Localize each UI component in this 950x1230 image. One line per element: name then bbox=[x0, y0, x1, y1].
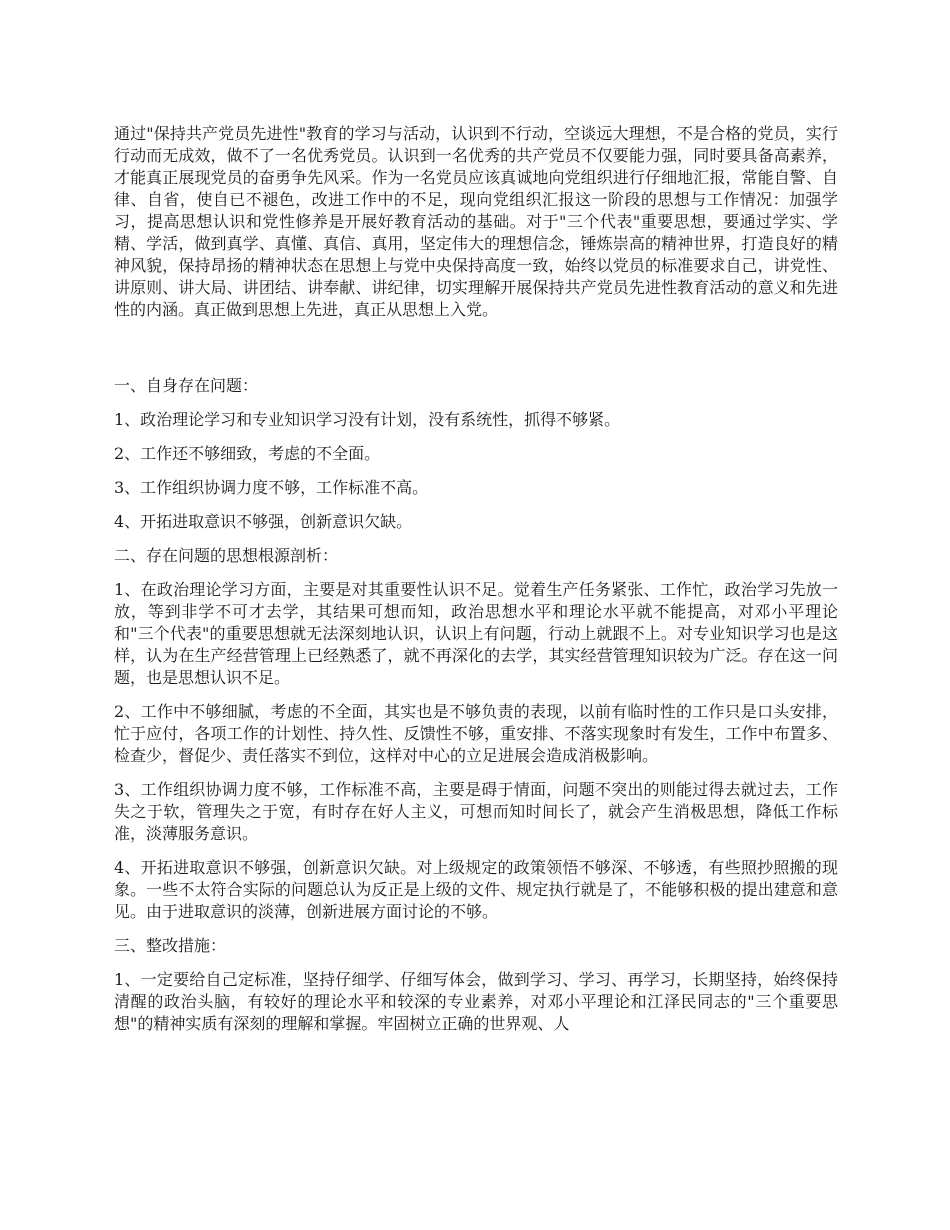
problem-item-1: 1、政治理论学习和专业知识学习没有计划，没有系统性，抓得不够紧。 bbox=[114, 410, 621, 429]
problem-item-4: 4、开拓进取意识不够强，创新意识欠缺。 bbox=[114, 512, 413, 531]
section-heading-measures: 三、整改措施： bbox=[114, 936, 227, 955]
intro-paragraph: 通过"保持共产党员先进性"教育的学习与活动，认识到不行动，空谈远大理想，不是合格的党员，实行行动而无成效，做不了一名优秀党员。认识到一名优秀的共产党员不仅要能力强，同时要具备高素养，才能真正展现党员的奋勇争先风采。作为一名党员应该真诚地向党组织进行仔细地汇报，常能自警、自律、自省，使自已不褪色，改进工作中的不足，现向党组织汇报这一阶段的思想与工作情况：加强学习，提高思想认识和党性修养是开展好教育活动的基础。对于"三个代表"重要思想，要通过学实、学精、学活，做到真学、真懂、真信、真用，坚定伟大的理想信念，锤炼崇高的精神世界，打造良好的精神风貌，保持昂扬的精神状态在思想上与党中央保持高度一致，始终以党员的标准要求自己，讲党性、讲原则、讲大局、讲团结、讲奉献、讲纪律，切实理解开展保持共产党员先进性教育活动的意义和先进性的内涵。真正做到思想上先进，真正从思想上入党。 bbox=[114, 124, 838, 319]
analysis-item-4: 4、开拓进取意识不够强，创新意识欠缺。对上级规定的政策领悟不够深、不够透，有些照抄照搬的现象。一些不太符合实际的问题总认为反正是上级的文件、规定执行就是了，不能够积极的提出建意和意见。由于进取意识的淡薄，创新进展方面讨论的不够。 bbox=[114, 858, 838, 921]
measure-item-1: 1、一定要给自己定标准，坚持仔细学、仔细写体会，做到学习、学习、再学习，长期坚持，始终保持清醒的政治头脑，有较好的理论水平和较深的专业素养，对邓小平理论和江泽民同志的"三个重要思想"的精神实质有深刻的理解和掌握。牢固树立正确的世界观、人 bbox=[114, 970, 838, 1033]
analysis-item-2: 2、工作中不够细腻，考虑的不全面，其实也是不够负责的表现，以前有临时性的工作只是口头安排，忙于应付，各项工作的计划性、持久性、反馈性不够，重安排、不落实现象时有发生，工作中布置多、检查少，督促少、责任落实不到位，这样对中心的立足进展会造成消极影响。 bbox=[114, 702, 838, 765]
section-heading-problems: 一、自身存在问题： bbox=[114, 376, 259, 395]
problem-item-3: 3、工作组织协调力度不够，工作标准不高。 bbox=[114, 478, 429, 497]
analysis-item-3: 3、工作组织协调力度不够，工作标准不高，主要是碍于情面，问题不突出的则能过得去就过去，工作失之于软，管理失之于宽，有时存在好人主义，可想而知时间长了，就会产生消极思想，降低工作标准，淡薄服务意识。 bbox=[114, 780, 838, 843]
document-body bbox=[114, 123, 838, 1047]
section-gap bbox=[114, 321, 838, 375]
section-heading-analysis: 二、存在问题的思想根源剖析： bbox=[114, 546, 339, 565]
problem-item-2: 2、工作还不够细致，考虑的不全面。 bbox=[114, 444, 381, 463]
analysis-item-1: 1、在政治理论学习方面，主要是对其重要性认识不足。觉着生产任务紧张、工作忙，政治学习先放一放，等到非学不可才去学，其结果可想而知，政治思想水平和理论水平就不能提高，对邓小平理论和"三个代表"的重要思想就无法深刻地认识，认识上有问题，行动上就跟不上。对专业知识学习也是这样，认为在生产经营管理上已经熟悉了，就不再深化的去学，其实经营管理知识较为广泛。存在这一问题，也是思想认识不足。 bbox=[114, 580, 838, 687]
